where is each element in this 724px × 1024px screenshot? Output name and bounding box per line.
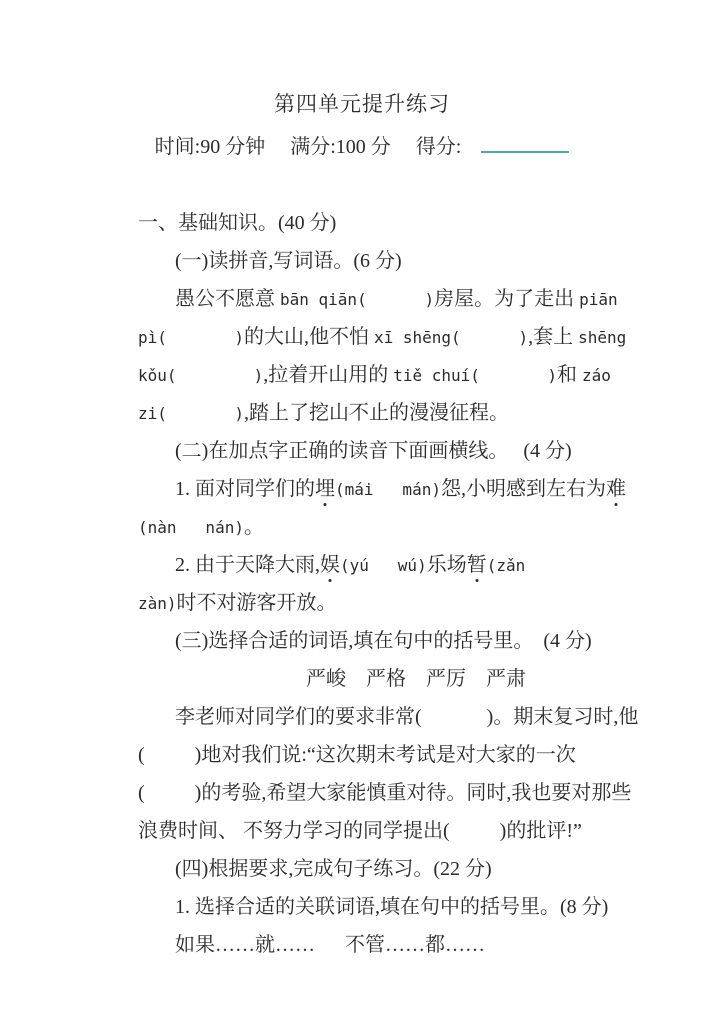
passage-text: 李老师对同学们的要求非常( )。期末复习时,他 bbox=[175, 706, 639, 728]
passage-text: 愚公不愿意 bbox=[175, 288, 280, 310]
worksheet-body bbox=[0, 166, 724, 956]
pinyin-text: záo bbox=[582, 366, 611, 385]
pinyin-text: shēng bbox=[578, 328, 627, 347]
pinyin-choice: (nàn nán) bbox=[138, 518, 244, 537]
section-1-heading bbox=[108, 166, 694, 234]
passage-text: 和 bbox=[557, 364, 582, 386]
pinyin-blank: pì( ) bbox=[138, 328, 244, 347]
dotted-char: 暂 bbox=[467, 546, 487, 584]
item-text: 时不对游客开放。 bbox=[176, 592, 337, 614]
conjunction-word-bank-text: 如果……就…… 不管……都…… bbox=[175, 934, 485, 956]
section-1-heading-text: 一、基础知识。(40 分) bbox=[138, 212, 337, 234]
dotted-char: 难 bbox=[606, 470, 626, 508]
item-text: 2. 由于天降大雨, bbox=[175, 554, 320, 576]
pinyin-blank: xī shēng( ) bbox=[373, 328, 529, 347]
subsection-1-4-heading-text: (四)根据要求,完成句子练习。(22 分) bbox=[175, 858, 492, 880]
subsection-1-2-heading-text: (二)在加点字正确的读音下面画横线。 (4 分) bbox=[175, 440, 572, 462]
passage-text: ,踏上了挖山不止的漫漫征程。 bbox=[243, 402, 509, 424]
score-label: 得分: bbox=[415, 136, 462, 158]
passage-text: 的大山,他不怕 bbox=[243, 326, 374, 348]
pinyin-blank: tiě chuí( ) bbox=[393, 366, 557, 385]
passage-text: ( )的考验,希望大家能慎重对待。同时,我也要对那些 bbox=[138, 782, 632, 804]
pinyin-choice: (yú wú) bbox=[340, 556, 427, 575]
passage-text: ( )地对我们说:“这次期末考试是对大家的一次 bbox=[138, 744, 576, 766]
item-text: 乐场 bbox=[426, 554, 467, 576]
item-text: 。 bbox=[243, 516, 264, 538]
word-bank-text: 严峻 严格 严厉 严肃 bbox=[306, 668, 526, 690]
pinyin-choice: (mái mán) bbox=[335, 480, 441, 499]
pinyin-blank: bān qiān( ) bbox=[280, 290, 435, 309]
subsection-1-1-heading-text: (一)读拼音,写词语。(6 分) bbox=[175, 250, 402, 272]
page-title: 第四单元提升练习 bbox=[274, 92, 450, 116]
time-label: 时间:90 分钟 bbox=[154, 136, 266, 158]
passage-text: ,套上 bbox=[528, 326, 579, 348]
pinyin-choice: zàn) bbox=[138, 594, 177, 613]
passage-text: ,拉着开山用的 bbox=[263, 364, 394, 386]
item-text: 1. 面对同学们的 bbox=[175, 478, 315, 500]
passage-text: 房屋。为了走出 bbox=[434, 288, 580, 310]
item-text: 怨,小明感到左右为 bbox=[440, 478, 606, 500]
dotted-char: 娱 bbox=[320, 546, 340, 584]
score-blank-line bbox=[481, 131, 569, 153]
subsection-1-3-heading-text: (三)选择合适的词语,填在句中的括号里。 (4 分) bbox=[175, 630, 592, 652]
dotted-char: 埋 bbox=[315, 470, 335, 508]
passage-text: 浪费时间、 不努力学习的同学提出( )的批评!” bbox=[138, 820, 582, 842]
pinyin-blank: kǒu( ) bbox=[138, 366, 264, 385]
pinyin-choice: (zǎn bbox=[486, 556, 526, 575]
full-score-label: 满分:100 分 bbox=[290, 136, 391, 158]
pinyin-text: piān bbox=[579, 290, 618, 309]
pinyin-blank: zi( ) bbox=[138, 404, 244, 423]
meta-line bbox=[0, 128, 724, 166]
item-4-1-heading-text: 1. 选择合适的关联词语,填在句中的括号里。(8 分) bbox=[175, 896, 609, 918]
